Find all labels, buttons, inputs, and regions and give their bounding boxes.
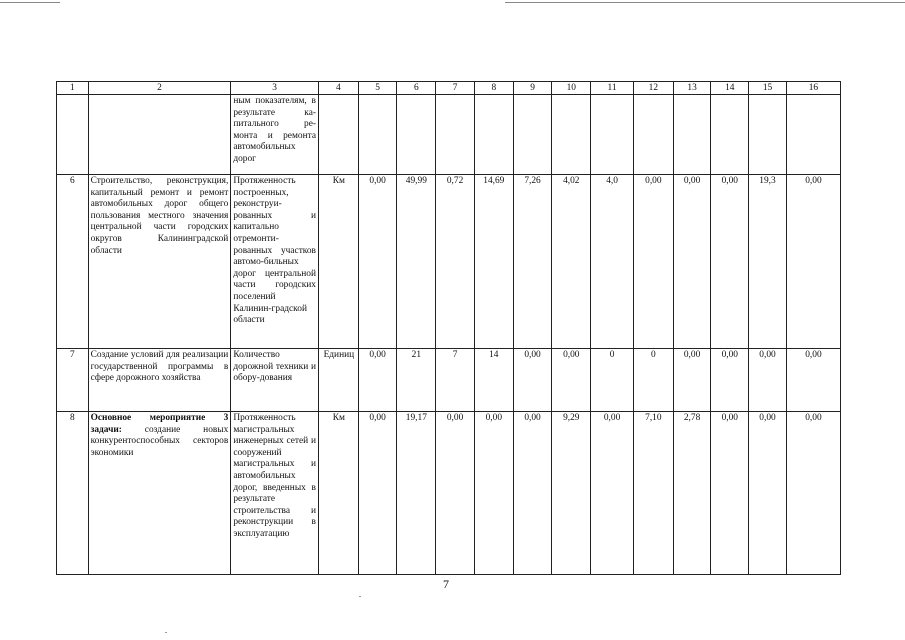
value-cell: 2,78 <box>673 412 711 575</box>
column-number: 3 <box>231 82 319 95</box>
measure-name-text: Строительство, реконструкция, капитальный ремонт и ремонт автомобильных дорог общего пользования местного значения центральной части городских округов Калининградской области <box>90 176 229 256</box>
value-cell: 0,00 <box>552 349 591 412</box>
column-number: 11 <box>591 82 634 95</box>
value-cell <box>786 95 840 175</box>
column-number: 8 <box>474 82 513 95</box>
column-number: 4 <box>318 82 358 95</box>
scan-speck <box>359 596 361 597</box>
table-row <box>57 175 841 349</box>
value-cell <box>436 95 475 175</box>
value-cell <box>633 95 673 175</box>
column-number: 9 <box>513 82 552 95</box>
indicator-cell: Протяженность построенных, реконструи-рованных и капитально отремонти-рованных участков автомо-бильных дорог центральной части городских поселений Калинин-градской области <box>231 175 319 349</box>
scan-edge-line <box>505 2 905 3</box>
continuation-row <box>57 95 841 175</box>
value-cell: 0,72 <box>436 175 475 349</box>
value-cell <box>591 95 634 175</box>
value-cell <box>749 95 787 175</box>
value-cell <box>397 95 436 175</box>
value-cell: 0,00 <box>673 175 711 349</box>
value-cell: 49,99 <box>397 175 436 349</box>
value-cell: 19,3 <box>749 175 787 349</box>
value-cell: 4,02 <box>552 175 591 349</box>
measure-name-cell <box>88 95 231 175</box>
measure-name-bold: Основное мероприятие 3 задачи: <box>90 413 229 435</box>
value-cell <box>552 95 591 175</box>
row-number-cell: 6 <box>57 175 89 349</box>
measure-name-cell <box>88 349 231 412</box>
unit-cell <box>318 95 358 175</box>
unit-cell: Км <box>318 175 358 349</box>
indicators-table <box>56 81 841 575</box>
measure-name-text: Создание условий для реализации государственной программы в сфере дорожного хозяйства <box>90 350 229 384</box>
value-cell: 0,00 <box>633 175 673 349</box>
value-cell: 0,00 <box>358 175 397 349</box>
value-cell: 0,00 <box>711 349 749 412</box>
row-number-cell: 8 <box>57 412 89 575</box>
indicator-cell: ным показателям, в результате ка-питального ре-монта и ремонта автомобильных дорог <box>231 95 319 175</box>
value-cell: 14 <box>474 349 513 412</box>
value-cell: 0,00 <box>786 175 840 349</box>
row-number-cell: 7 <box>57 349 89 412</box>
value-cell: 0,00 <box>591 412 634 575</box>
column-number-row <box>57 82 841 95</box>
value-cell: 0,00 <box>358 349 397 412</box>
column-number: 14 <box>711 82 749 95</box>
column-number: 12 <box>633 82 673 95</box>
page-number: 7 <box>443 577 449 591</box>
value-cell: 0,00 <box>358 412 397 575</box>
value-cell: 7 <box>436 349 475 412</box>
value-cell <box>513 95 552 175</box>
measure-name-text: создание новых конкурентоспособных секторов экономики <box>90 424 229 458</box>
value-cell: 21 <box>397 349 436 412</box>
value-cell <box>474 95 513 175</box>
value-cell: 0,00 <box>749 349 787 412</box>
scan-speck <box>165 632 167 633</box>
value-cell: 0,00 <box>513 412 552 575</box>
column-number: 6 <box>397 82 436 95</box>
value-cell: 0,00 <box>749 412 787 575</box>
value-cell: 0,00 <box>474 412 513 575</box>
indicator-cell: Количество дорожной техники и обору-дования <box>231 349 319 412</box>
value-cell: 0 <box>633 349 673 412</box>
value-cell: 14,69 <box>474 175 513 349</box>
value-cell: 4,0 <box>591 175 634 349</box>
measure-name-cell <box>88 175 231 349</box>
column-number: 16 <box>786 82 840 95</box>
value-cell: 7,26 <box>513 175 552 349</box>
value-cell <box>711 95 749 175</box>
value-cell: 9,29 <box>552 412 591 575</box>
table-row <box>57 412 841 575</box>
column-number: 1 <box>57 82 89 95</box>
value-cell: 0,00 <box>711 412 749 575</box>
column-number: 7 <box>436 82 475 95</box>
value-cell: 7,10 <box>633 412 673 575</box>
column-number: 13 <box>673 82 711 95</box>
column-number: 15 <box>749 82 787 95</box>
column-number: 10 <box>552 82 591 95</box>
value-cell: 0 <box>591 349 634 412</box>
column-number: 5 <box>358 82 397 95</box>
value-cell: 0,00 <box>786 412 840 575</box>
indicator-cell: Протяженность магистральных инженерных сетей и сооружений магистральных и автомобильных дорог, введенных в результате строительства и реконструкции в эксплуатацию <box>231 412 319 575</box>
value-cell <box>358 95 397 175</box>
table-row <box>57 349 841 412</box>
value-cell: 0,00 <box>786 349 840 412</box>
row-number-cell <box>57 95 89 175</box>
value-cell: 0,00 <box>673 349 711 412</box>
scan-edge-line <box>0 2 60 3</box>
unit-cell: Км <box>318 412 358 575</box>
column-number: 2 <box>88 82 231 95</box>
value-cell: 0,00 <box>711 175 749 349</box>
value-cell: 19,17 <box>397 412 436 575</box>
measure-name-cell <box>88 412 231 575</box>
value-cell <box>673 95 711 175</box>
value-cell: 0,00 <box>436 412 475 575</box>
unit-cell: Единиц <box>318 349 358 412</box>
value-cell: 0,00 <box>513 349 552 412</box>
